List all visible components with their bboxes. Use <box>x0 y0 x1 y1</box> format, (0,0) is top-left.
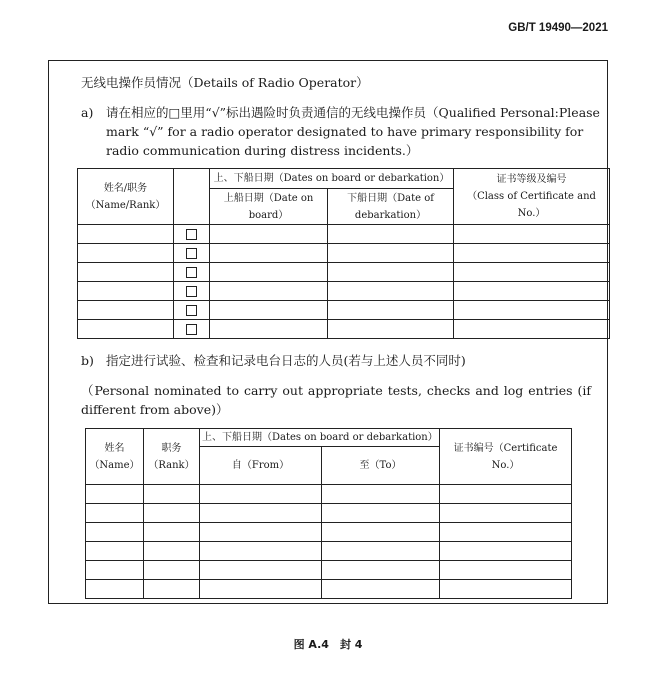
select-cell <box>174 263 210 282</box>
cert-no-cell[interactable] <box>440 485 572 504</box>
checkbox[interactable] <box>186 248 197 259</box>
select-cell <box>174 301 210 320</box>
table-row <box>78 301 610 320</box>
date-off-cell[interactable] <box>328 320 454 339</box>
name-cell[interactable] <box>78 244 174 263</box>
date-on-cell[interactable] <box>210 244 328 263</box>
date-on-cell[interactable] <box>210 301 328 320</box>
nominated-personnel-table <box>85 428 572 599</box>
to-cell[interactable] <box>322 504 440 523</box>
date-on-cell[interactable] <box>210 225 328 244</box>
to-cell[interactable] <box>322 485 440 504</box>
from-cell[interactable] <box>200 523 322 542</box>
cert-no-cell[interactable] <box>440 542 572 561</box>
header-name <box>86 429 144 485</box>
header-cert <box>454 169 610 225</box>
header-date-on-board: 上船日期（Date on board） <box>210 189 328 225</box>
item-a-text: 请在相应的□里用“√”标出遇险时负责通信的无线电操作员（Qualified Personal:Please mark “√” for a radio operator designated to have primary responsibility for radio communication during distress incidents.） <box>106 105 600 158</box>
table-row <box>86 580 572 599</box>
header-dates: 上、下船日期（Dates on board or debarkation） <box>210 169 454 189</box>
table-row <box>78 320 610 339</box>
cert-no-cell[interactable] <box>440 504 572 523</box>
header-cert-cn: 证书等级及编号 <box>496 174 567 185</box>
table-row <box>86 485 572 504</box>
cert-cell[interactable] <box>454 301 610 320</box>
from-cell[interactable] <box>200 504 322 523</box>
date-off-cell[interactable] <box>328 301 454 320</box>
header-rank-en: （Rank） <box>148 459 195 471</box>
date-on-cell[interactable] <box>210 320 328 339</box>
radio-operator-table <box>77 168 610 339</box>
from-cell[interactable] <box>200 485 322 504</box>
header-cert-en: （Class of Certificate and No.） <box>467 191 596 219</box>
date-on-cell[interactable] <box>210 263 328 282</box>
header-to: 至（To） <box>322 447 440 485</box>
table-row <box>78 225 610 244</box>
header-dates: 上、下船日期（Dates on board or debarkation） <box>200 429 440 447</box>
cert-no-cell[interactable] <box>440 580 572 599</box>
name-cell[interactable] <box>86 485 144 504</box>
from-cell[interactable] <box>200 580 322 599</box>
standard-code: GB/T 19490—2021 <box>508 22 608 34</box>
name-cell[interactable] <box>78 225 174 244</box>
rank-cell[interactable] <box>144 561 200 580</box>
cert-cell[interactable] <box>454 225 610 244</box>
to-cell[interactable] <box>322 523 440 542</box>
rank-cell[interactable] <box>144 580 200 599</box>
table-row <box>86 542 572 561</box>
header-from: 自（From） <box>200 447 322 485</box>
item-b-text-en: （Personal nominated to carry out appropriate tests, checks and log entries (if different from above)） <box>81 383 591 417</box>
header-date-debarkation: 下船日期（Date of debarkation） <box>328 189 454 225</box>
header-check-col <box>174 169 210 225</box>
item-b-text: 指定进行试验、检查和记录电台日志的人员(若与上述人员不同时) <box>106 353 466 368</box>
checkbox[interactable] <box>186 267 197 278</box>
to-cell[interactable] <box>322 561 440 580</box>
cert-no-cell[interactable] <box>440 523 572 542</box>
name-cell[interactable] <box>78 320 174 339</box>
select-cell <box>174 225 210 244</box>
header-cert-no: 证书编号（Certificate No.） <box>440 429 572 485</box>
name-cell[interactable] <box>86 580 144 599</box>
header-name-cn: 姓名 <box>104 442 125 454</box>
name-cell[interactable] <box>86 504 144 523</box>
rank-cell[interactable] <box>144 542 200 561</box>
date-off-cell[interactable] <box>328 225 454 244</box>
from-cell[interactable] <box>200 561 322 580</box>
from-cell[interactable] <box>200 542 322 561</box>
name-cell[interactable] <box>86 542 144 561</box>
item-b-label: b) <box>81 353 94 368</box>
rank-cell[interactable] <box>144 504 200 523</box>
checkbox[interactable] <box>186 229 197 240</box>
header-name-rank-cn: 姓名/职务 <box>103 182 148 194</box>
header-name-rank-en: （Name/Rank） <box>85 199 166 211</box>
header-name-en: （Name） <box>89 459 140 471</box>
name-cell[interactable] <box>78 301 174 320</box>
checkbox[interactable] <box>186 324 197 335</box>
rank-cell[interactable] <box>144 523 200 542</box>
date-off-cell[interactable] <box>328 263 454 282</box>
date-on-cell[interactable] <box>210 282 328 301</box>
header-rank <box>144 429 200 485</box>
cert-cell[interactable] <box>454 263 610 282</box>
cert-cell[interactable] <box>454 320 610 339</box>
checkbox[interactable] <box>186 305 197 316</box>
cert-cell[interactable] <box>454 244 610 263</box>
to-cell[interactable] <box>322 542 440 561</box>
name-cell[interactable] <box>86 561 144 580</box>
cert-cell[interactable] <box>454 282 610 301</box>
name-cell[interactable] <box>78 263 174 282</box>
select-cell <box>174 244 210 263</box>
name-cell[interactable] <box>86 523 144 542</box>
table-row <box>78 263 610 282</box>
cert-no-cell[interactable] <box>440 561 572 580</box>
table-row <box>86 523 572 542</box>
header-rank-cn: 职务 <box>161 442 182 454</box>
table-row <box>86 561 572 580</box>
select-cell <box>174 320 210 339</box>
date-off-cell[interactable] <box>328 282 454 301</box>
form-frame <box>48 60 608 604</box>
rank-cell[interactable] <box>144 485 200 504</box>
to-cell[interactable] <box>322 580 440 599</box>
header-name-rank <box>78 169 174 225</box>
select-cell <box>174 282 210 301</box>
table-row <box>78 244 610 263</box>
table-row <box>86 504 572 523</box>
item-a-label: a) <box>81 105 94 120</box>
section-title: 无线电操作员情况（Details of Radio Operator） <box>81 75 369 90</box>
checkbox[interactable] <box>186 286 197 297</box>
figure-caption: 图 A.4 封 4 <box>293 638 363 651</box>
date-off-cell[interactable] <box>328 244 454 263</box>
name-cell[interactable] <box>78 282 174 301</box>
table-row <box>78 282 610 301</box>
